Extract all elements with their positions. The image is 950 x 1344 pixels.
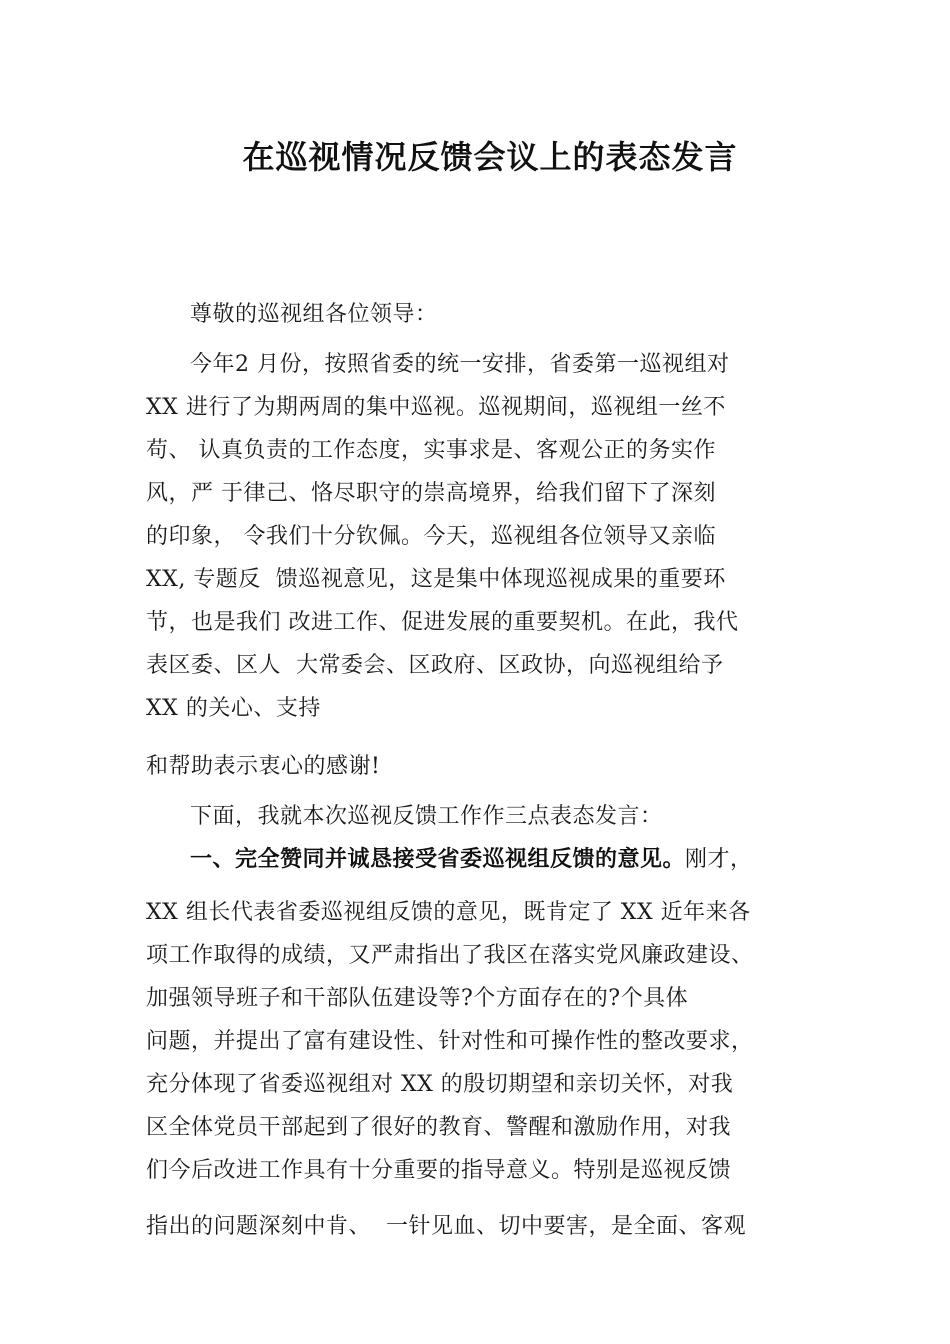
point1-line: 们今后改进工作具有十分重要的指导意义。特别是巡视反馈 — [146, 1158, 732, 1183]
para1-line: 的印象， 令我们十分钦佩。今天，巡视组各位领导又亲临 — [146, 524, 716, 549]
para1-tail: 和帮助表示衷心的感谢! — [146, 754, 381, 779]
point1-line: 项工作取得的成绩，又严肃指出了我区在落实党风廉政建设、 — [146, 943, 754, 968]
point1-heading: 一、完全赞同并诚恳接受省委巡视组反馈的意见。 — [190, 847, 686, 872]
intro-points: 下面，我就本次巡视反馈工作作三点表态发言： — [190, 804, 663, 829]
para1-line: XX 的关心、支持 — [146, 696, 321, 721]
para1-line: XX, 专题反 馈巡视意见，这是集中体现巡视成果的重要环 — [146, 567, 726, 592]
point1-first-line — [190, 845, 753, 875]
salutation: 尊敬的巡视组各位领导： — [190, 302, 438, 327]
para1-line: 节，也是我们 改进工作、促进发展的重要契机。在此，我代 — [146, 610, 739, 635]
point1-line: XX 组长代表省委巡视组反馈的意见，既肯定了 XX 近年来各 — [146, 900, 751, 925]
point1-first-rest: 刚才， — [685, 847, 753, 872]
point1-line: 充分体现了省委巡视组对 XX 的殷切期望和亲切关怀，对我 — [146, 1072, 734, 1097]
para1-line: 苟、 认真负责的工作态度，实事求是、客观公正的务实作 — [146, 438, 716, 463]
para1-line: 今年2 月份，按照省委的统一安排，省委第一巡视组对 — [190, 352, 730, 377]
para1-line: 表区委、区人 大常委会、区政府、区政协，向巡视组给予 — [146, 653, 724, 678]
point1-line: 问题，并提出了富有建设性、针对性和可操作性的整改要求， — [146, 1029, 754, 1054]
point1-line: 加强领导班子和干部队伍建设等?个方面存在的?个具体 — [146, 986, 689, 1011]
para1-line: 风，严 于律己、恪尽职守的崇高境界，给我们留下了深刻 — [146, 481, 716, 506]
point1-line: 指出的问题深刻中肯、 一针见血、切中要害，是全面、客观 — [146, 1214, 746, 1239]
point1-line: 区全体党员干部起到了很好的教育、警醒和激励作用，对我 — [146, 1115, 732, 1140]
para1-line: XX 进行了为期两周的集中巡视。巡视期间，巡视组一丝不 — [146, 395, 726, 420]
document-title: 在巡视情况反馈会议上的表态发言 — [242, 138, 738, 176]
